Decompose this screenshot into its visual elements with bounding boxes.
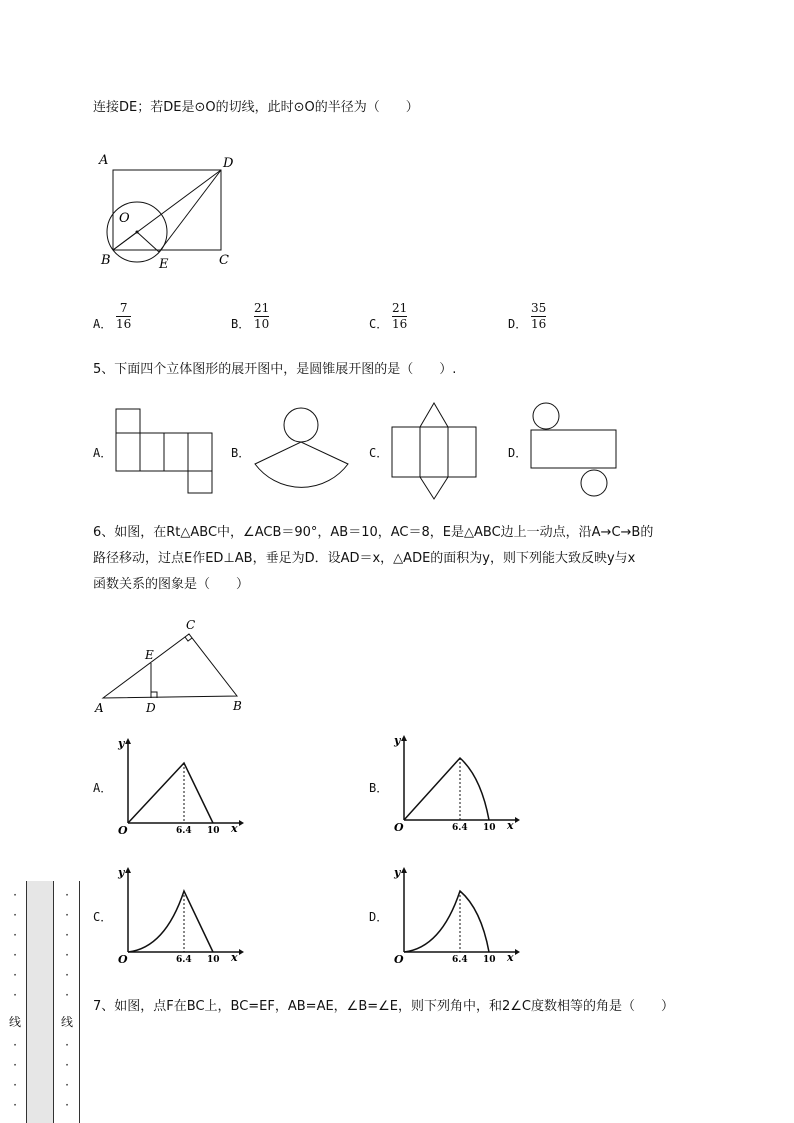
q6-option-b-letter: B． [369,781,389,795]
q4-figure [95,150,255,275]
margin-dots-left-bottom: · · · · [13,1038,17,1112]
q6c-tick-10: 10 [207,955,220,965]
q4-label-e: E [159,257,169,272]
q6d-tick-10: 10 [483,955,496,965]
q6d-x-label: x [507,951,514,964]
q6-question-line1: 6、如图，在Rt△ABC中，∠ACB＝90°，AB＝10，AC＝8，E是△ABC边上一动点，沿A→C→B的 [93,525,654,540]
q6-option-a-letter: A． [93,781,113,795]
q6-option-c-letter: C． [93,910,113,924]
q4-option-d-denominator: 16 [531,317,547,331]
q6-label-d: D [146,701,156,715]
q4-option-a-letter: A． [93,317,113,331]
q4-option-b-numerator: 21 [254,301,270,315]
q6a-tick-10: 10 [207,826,220,836]
q6-label-e: E [145,648,154,662]
q6b-x-label: x [507,819,514,832]
q6d-tick-6-4: 6.4 [452,955,468,965]
q4-option-a-fraction [116,302,131,331]
q4-option-d-fraction [531,302,546,331]
q4-option-a-numerator: 7 [119,301,128,315]
q5-option-c-letter: C． [369,446,389,460]
q6b-y-label: y [394,734,401,747]
q4-label-a: A [99,153,109,168]
q4-option-c-numerator: 21 [392,301,408,315]
q4-option-c-fraction [392,302,407,331]
q5-option-c-prism-net [391,401,481,501]
q6c-x-label: x [231,951,238,964]
q6-label-b: B [233,699,242,713]
q5-option-a-cube-net [115,408,215,496]
q6a-y-label: y [118,737,125,750]
q7-question-text: 7、如图，点F在BC上，BC=EF，AB=AE，∠B=∠E，则下列角中，和2∠C度数相等的角是（ ） [93,999,675,1014]
margin-dots-right-bottom: · · · · [65,1038,69,1112]
q6c-tick-6-4: 6.4 [176,955,192,965]
q6a-x-label: x [231,822,238,835]
q6a-origin-label: O [118,824,128,837]
q5-option-b-cone-net [253,406,353,498]
q5-option-d-cylinder-net [530,402,620,500]
binding-margin-line [79,881,80,1123]
margin-label-right: 线 [61,1015,74,1029]
binding-margin-strip [26,881,54,1123]
q6-option-a-graph [115,735,245,835]
q6a-tick-6-4: 6.4 [176,826,192,836]
q5-option-b-letter: B． [231,446,251,460]
margin-dots-right-top: · · · · · · [65,888,69,1002]
q5-option-d-letter: D． [508,446,528,460]
q4-option-b-denominator: 10 [254,317,270,331]
q4-label-b: B [101,253,111,268]
q6-label-c: C [186,618,196,632]
q6b-tick-6-4: 6.4 [452,823,468,833]
q4-option-d-letter: D． [508,317,528,331]
margin-label-left: 线 [9,1015,22,1029]
q4-option-b-letter: B． [231,317,251,331]
q6-label-a: A [95,701,104,715]
q6d-origin-label: O [394,953,404,966]
q4-option-d-numerator: 35 [531,301,547,315]
q6-option-d-graph [391,864,521,964]
q5-question-text: 5、下面四个立体图形的展开图中，是圆锥展开图的是（ ）. [93,362,457,377]
q6d-y-label: y [394,866,401,879]
q4-label-d: D [223,156,234,171]
q6b-origin-label: O [394,821,404,834]
q6b-tick-10: 10 [483,823,496,833]
margin-dots-left-top: · · · · · · [13,888,17,1002]
q5-option-a-letter: A． [93,446,113,460]
q4-question-text: 连接DE；若DE是⊙O的切线，此时⊙O的半径为（ ） [93,100,419,115]
q4-label-c: C [219,253,229,268]
q4-label-o: O [119,211,130,226]
q6-option-b-graph [391,732,521,832]
q6-question-line3: 函数关系的图象是（ ） [93,577,250,592]
q6-triangle-figure [95,618,255,718]
q6c-origin-label: O [118,953,128,966]
q4-option-b-fraction [254,302,269,331]
q4-option-a-denominator: 16 [116,317,132,331]
q6-option-d-letter: D． [369,910,389,924]
q4-option-c-letter: C． [369,317,389,331]
q4-option-c-denominator: 16 [392,317,408,331]
q6-option-c-graph [115,864,245,964]
q6-question-line2: 路径移动，过点E作ED⊥AB，垂足为D．设AD＝x，△ADE的面积为y，则下列能大致反映y与x [93,551,636,566]
q6c-y-label: y [118,866,125,879]
